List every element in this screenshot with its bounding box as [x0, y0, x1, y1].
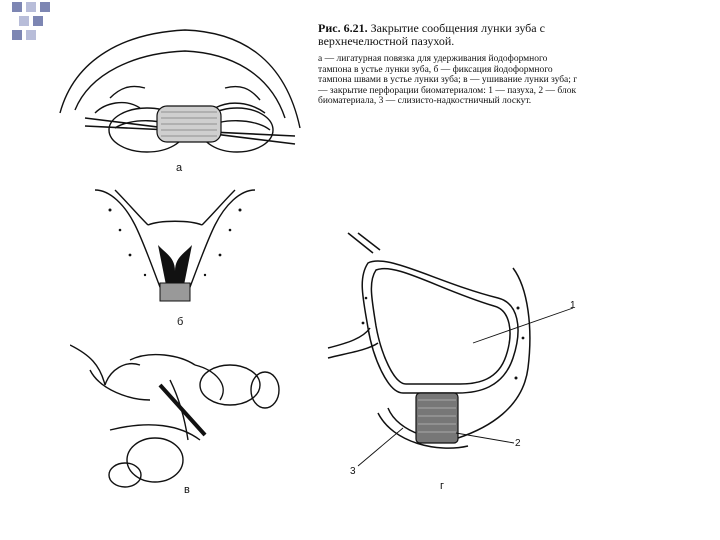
callout-3: 3	[350, 466, 356, 477]
slide-bullet-decoration	[6, 0, 54, 44]
caption-title: Закрытие сообщения лунки зуба с верхнечелюстной пазухой.	[318, 21, 545, 48]
figure-label-g: г	[440, 480, 445, 492]
figure-g-illustration	[318, 228, 588, 478]
figure-label-a: а	[176, 162, 183, 174]
figure-a-illustration	[55, 18, 305, 168]
callout-1: 1	[570, 300, 576, 311]
figure-label-b: б	[177, 316, 184, 328]
figure-label-v: в	[184, 484, 190, 496]
figure-v-illustration	[70, 340, 280, 490]
caption-fig-label: Рис. 6.21.	[318, 21, 368, 35]
figure-caption	[318, 22, 580, 107]
callout-2: 2	[515, 438, 521, 449]
caption-title-line	[318, 22, 580, 48]
figure-b-illustration	[90, 185, 260, 310]
caption-body: а — лигатурная повязка для удерживания йодоформного тампона в устье лунки зуба, б — фиксация йодоформного тампона швами в устье лунки зуба; в — ушивание лунки зуба; г — закрытие перфорации биоматериалом: 1 — пазуха, 2 — блок биоматериала, 3 — слизисто-надкостничный лоскут.	[318, 54, 578, 107]
